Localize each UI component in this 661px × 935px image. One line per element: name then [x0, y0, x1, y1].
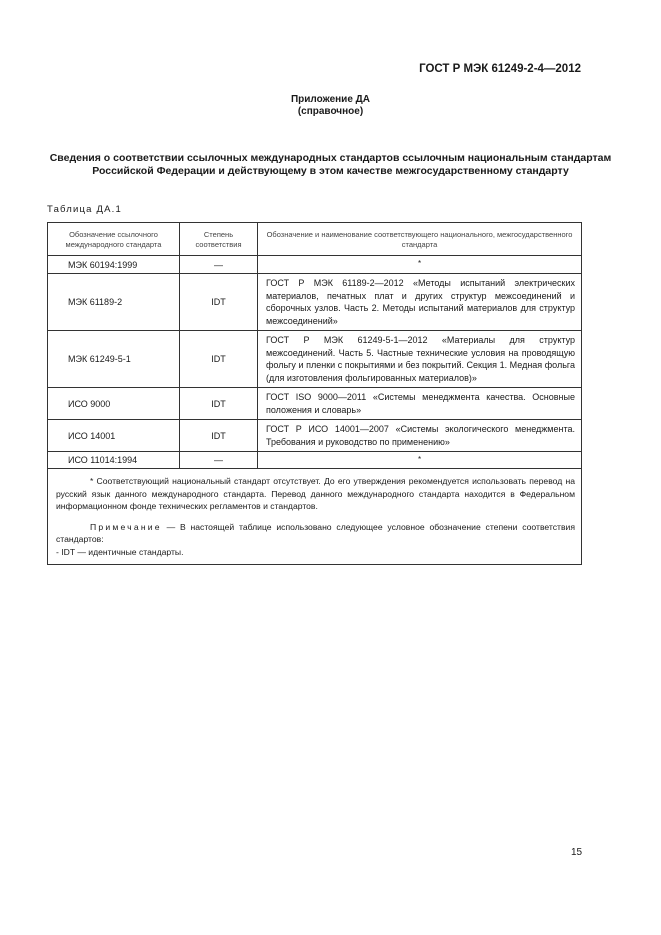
degree-cell: IDT: [180, 274, 258, 331]
footnote-cell: [48, 469, 582, 565]
national-standard-cell: *: [258, 452, 582, 469]
intl-standard-cell: МЭК 61249-5-1: [48, 331, 180, 388]
annex-subtitle: (справочное): [297, 106, 364, 117]
standards-correspondence-table: [47, 222, 582, 565]
table-header-row: [48, 223, 582, 256]
table-row: [48, 388, 582, 420]
intl-standard-cell: ИСО 9000: [48, 388, 180, 420]
table-row: [48, 256, 582, 274]
document-header-code: ГОСТ Р МЭК 61249-2-4—2012: [419, 63, 581, 75]
national-standard-cell: ГОСТ Р МЭК 61249-5-1—2012 «Материалы для структур межсоединений. Часть 5. Частные технические условия на проводящую фольгу и пленки с покрытиями и без покрытий. Секция 1. Медная фольга (для изготовления фольгированных материалов)»: [258, 331, 582, 388]
note-list-item: - IDT — идентичные стандарты.: [56, 546, 184, 557]
degree-cell: IDT: [180, 331, 258, 388]
national-standard-cell: ГОСТ Р МЭК 61189-2—2012 «Методы испытаний электрических материалов, печатных плат и других структур межсоединений и сборочных узлов. Часть 2. Методы испытаний материалов для структур межсоединений»: [258, 274, 582, 331]
annex-heading: [0, 94, 661, 118]
degree-cell: —: [180, 256, 258, 274]
table-row: [48, 420, 582, 452]
note-lead: Примечание: [90, 521, 162, 532]
intl-standard-cell: МЭК 61189-2: [48, 274, 180, 331]
column-header-national-standard: Обозначение и наименование соответствующего национального, межгосударственного стандарта: [258, 223, 582, 256]
table-footnote-row: [48, 469, 582, 565]
table-row: [48, 452, 582, 469]
intl-standard-cell: ИСО 11014:1994: [48, 452, 180, 469]
column-header-degree: Степень соответствия: [180, 223, 258, 256]
footnote-text: * Соответствующий национальный стандарт отсутствует. До его утверждения рекомендуется использовать перевод на русский язык данного международного стандарта. Перевод данного международного стандарта находится в Федеральном информационном фонде технических регламентов и стандартов.: [56, 476, 575, 511]
column-header-intl-standard: Обозначение ссылочного международного стандарта: [48, 223, 180, 256]
section-title: Сведения о соответствии ссылочных международных стандартов ссылочным национальным стандартам Российской Федерации и действующему в этом качестве межгосударственному стандарту: [49, 152, 612, 177]
national-standard-cell: *: [258, 256, 582, 274]
national-standard-cell: ГОСТ ISO 9000—2011 «Системы менеджмента качества. Основные положения и словарь»: [258, 388, 582, 420]
degree-cell: —: [180, 452, 258, 469]
degree-cell: IDT: [180, 420, 258, 452]
table-row: [48, 331, 582, 388]
intl-standard-cell: МЭК 60194:1999: [48, 256, 180, 274]
table-row: [48, 274, 582, 331]
degree-cell: IDT: [180, 388, 258, 420]
page-number: 15: [571, 847, 583, 858]
table-caption: Таблица ДА.1: [47, 204, 122, 215]
note-paragraph: [56, 521, 575, 546]
note-text: — В настоящей таблице использовано следующее условное обозначение степени соответствия стандартов:: [56, 521, 575, 544]
intl-standard-cell: ИСО 14001: [48, 420, 180, 452]
national-standard-cell: ГОСТ Р ИСО 14001—2007 «Системы экологического менеджмента. Требования и руководство по применению»: [258, 420, 582, 452]
annex-title: Приложение ДА: [290, 94, 371, 105]
